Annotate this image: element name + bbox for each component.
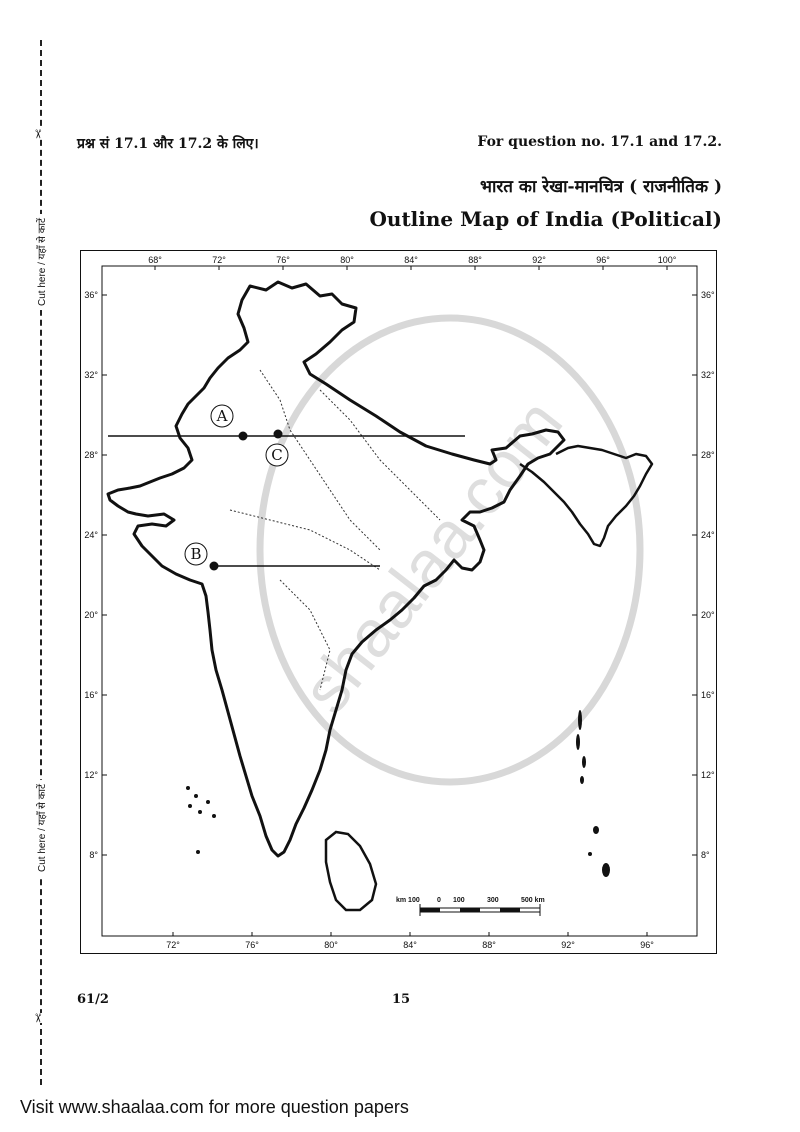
promo-text: Visit www.shaalaa.com for more question papers [20,1097,409,1117]
left-latitude-ticks [84,290,107,860]
right-latitude-label-1: 32° [701,370,715,380]
marker-b-point [210,562,219,571]
left-latitude-label-2: 28° [84,450,98,460]
right-latitude-label-2: 28° [701,450,715,460]
question-ref-english: For question no. 17.1 and 17.2. [477,134,722,150]
question-ref-hindi: प्रश्न सं 17.1 और 17.2 के लिए। [77,136,259,152]
bottom-longitude-ticks [166,932,654,950]
scale-bar [396,897,545,916]
left-latitude-label-7: 8° [89,850,98,860]
scale-tick-500: 500 km [521,897,545,904]
map-title-hindi: भारत का रेखा-मानचित्र ( राजनीतिक ) [480,177,722,197]
right-latitude-label-3: 24° [701,530,715,540]
scale-tick-300: 300 [487,897,499,904]
lakshadweep-islands [186,786,216,854]
cut-line [40,40,42,1085]
top-longitude-label-3: 80° [340,255,354,265]
left-latitude-label-0: 36° [84,290,98,300]
bottom-longitude-label-5: 92° [561,940,575,950]
left-latitude-label-1: 32° [84,370,98,380]
page-number: 15 [392,992,411,1007]
bottom-longitude-label-6: 96° [640,940,654,950]
right-latitude-label-0: 36° [701,290,715,300]
india-outline-map [80,250,717,954]
andaman-nicobar-islands [576,710,610,877]
top-longitude-label-0: 68° [148,255,162,265]
cut-here-label-bottom: Cut here / यहाँ से काटें [34,780,48,876]
top-longitude-label-4: 84° [404,255,418,265]
top-longitude-label-2: 76° [276,255,290,265]
map-title-english: Outline Map of India (Political) [369,207,722,231]
scale-tick-0: 0 [437,897,441,904]
right-latitude-label-7: 8° [701,850,710,860]
scale-tick-100: 100 [453,897,465,904]
left-latitude-label-6: 12° [84,770,98,780]
watermark-text: shaalaa.com [287,385,577,727]
bottom-longitude-label-4: 88° [482,940,496,950]
scissors-icon: ✂ [31,1012,46,1024]
bottom-longitude-label-3: 84° [403,940,417,950]
sri-lanka-outline [326,832,376,910]
left-latitude-label-4: 20° [84,610,98,620]
top-longitude-label-7: 96° [596,255,610,265]
scissors-icon: ✂ [31,128,46,140]
left-latitude-label-3: 24° [84,530,98,540]
cut-here-label-top: Cut here / यहाँ से काटें [34,214,48,310]
bottom-longitude-label-2: 80° [324,940,338,950]
top-longitude-label-5: 88° [468,255,482,265]
top-longitude-label-8: 100° [657,255,677,265]
marker-b-label: B [190,545,202,563]
right-latitude-label-5: 16° [701,690,715,700]
marker-c-point [274,430,283,439]
scale-label-km: km 100 [396,897,420,904]
paper-code: 61/2 [77,992,109,1007]
top-longitude-ticks [148,255,677,270]
top-longitude-label-1: 72° [212,255,226,265]
top-longitude-label-6: 92° [532,255,546,265]
bottom-longitude-label-1: 76° [245,940,259,950]
right-latitude-label-4: 20° [701,610,715,620]
right-latitude-ticks [692,290,715,860]
right-latitude-label-6: 12° [701,770,715,780]
marker-a-point [239,432,248,441]
marker-c-label: C [271,446,283,464]
bottom-longitude-label-0: 72° [166,940,180,950]
marker-a-label: A [216,407,228,425]
left-latitude-label-5: 16° [84,690,98,700]
